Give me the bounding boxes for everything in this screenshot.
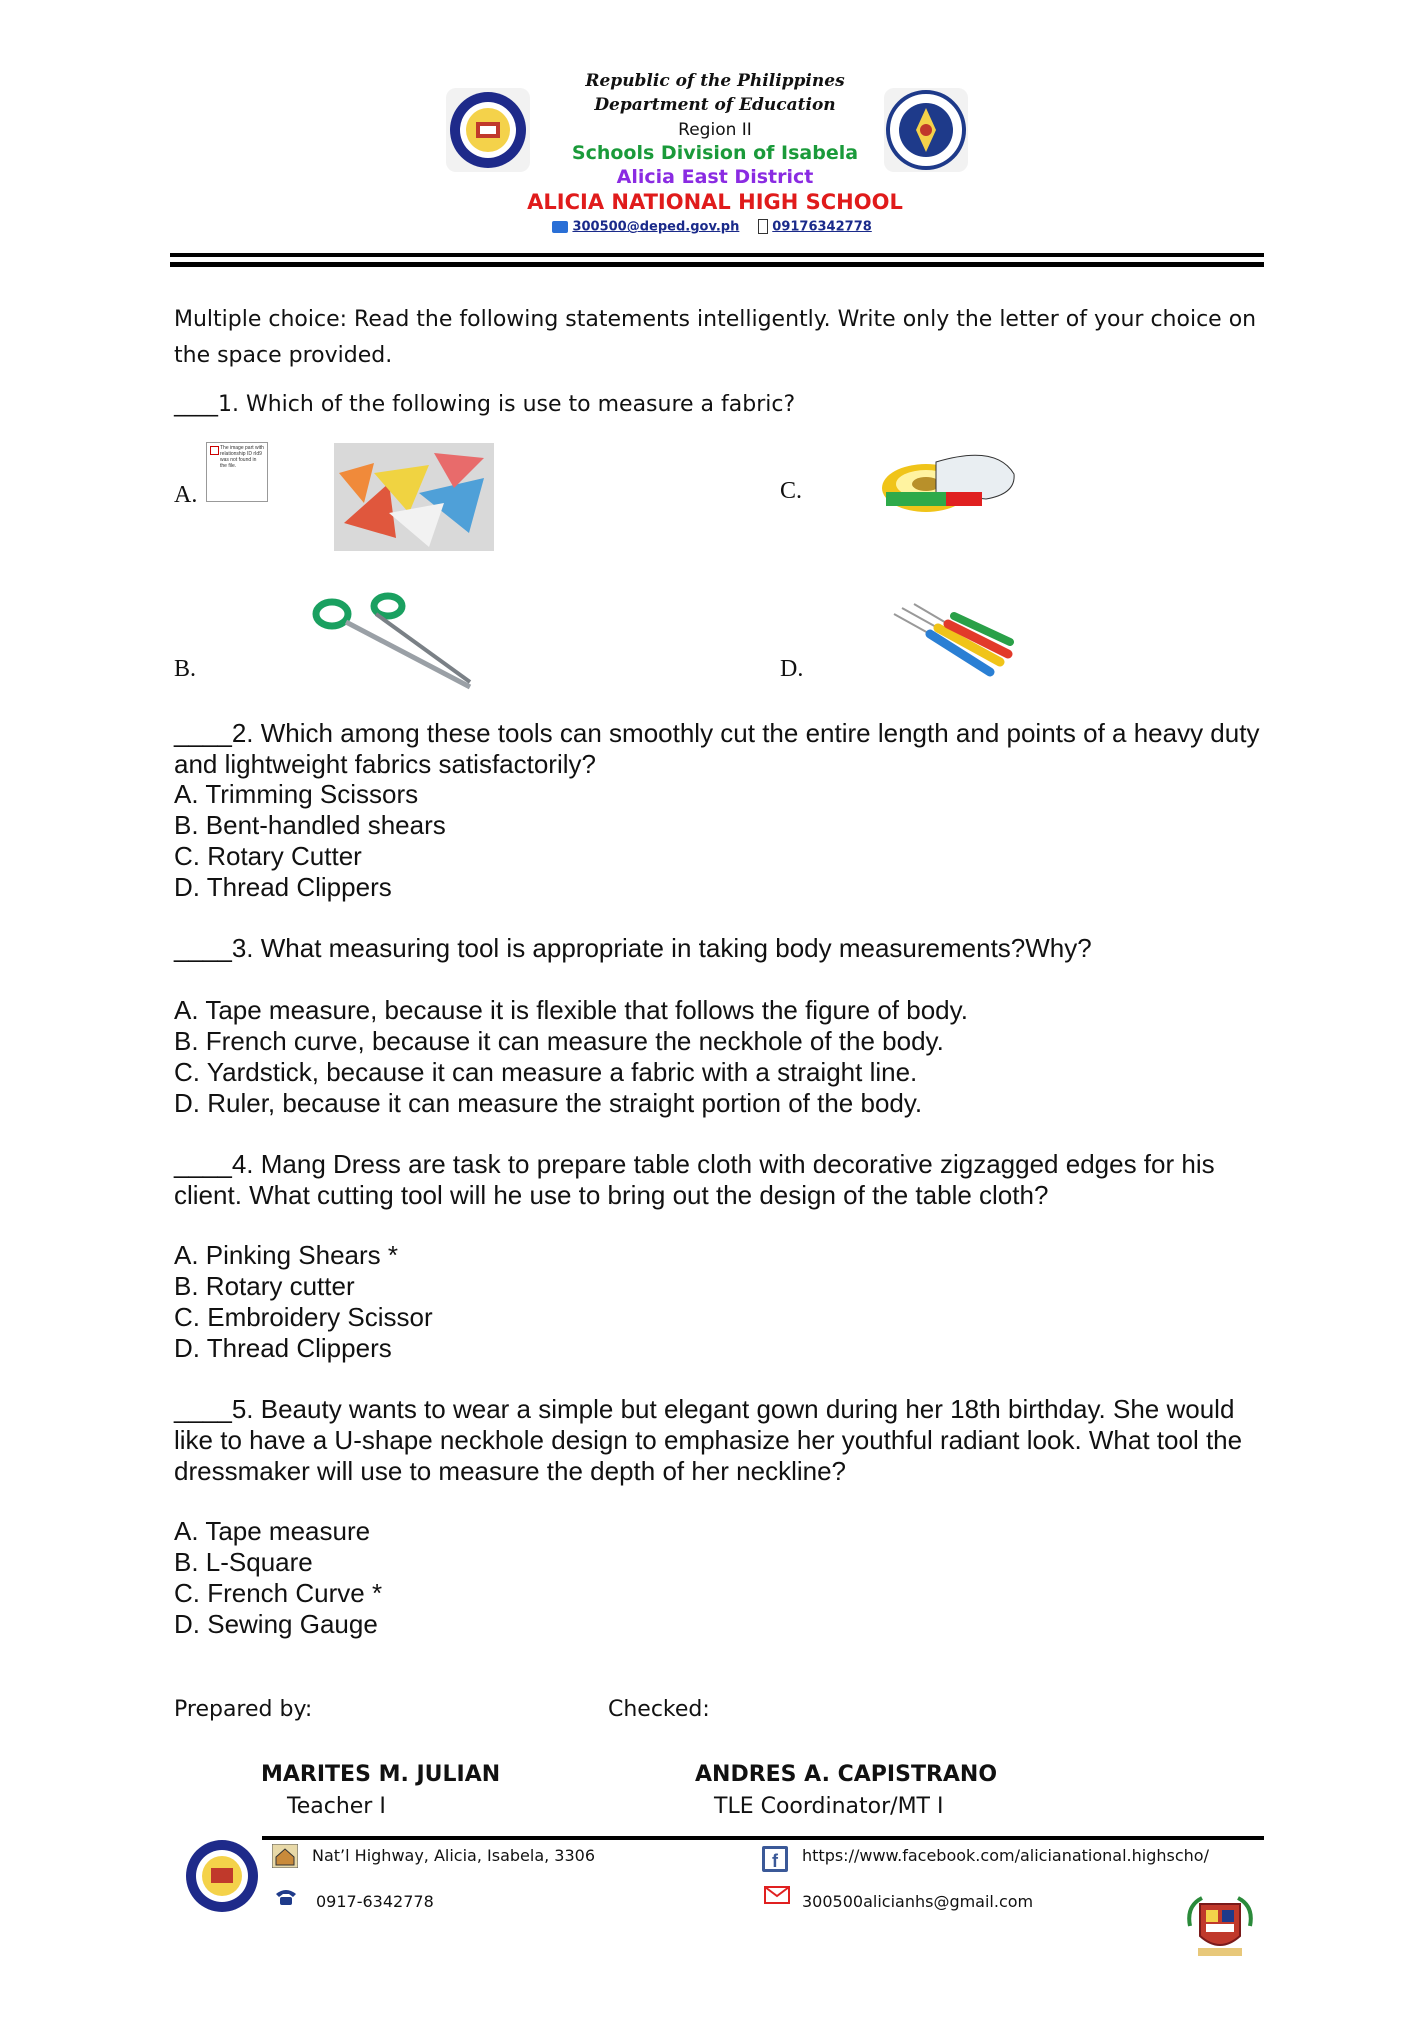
q1-label-c: C. xyxy=(780,478,803,504)
svg-text:f: f xyxy=(772,1851,778,1871)
q3-option-a: A. Tape measure, because it is flexible that follows the figure of body. xyxy=(174,995,968,1025)
q5-option-c: C. French Curve * xyxy=(174,1578,383,1608)
footer-address: Nat’l Highway, Alicia, Isabela, 3306 xyxy=(312,1846,596,1865)
q1-label-b: B. xyxy=(174,656,197,682)
republic-text: Republic of the Philippines xyxy=(585,71,845,91)
q3-option-d: D. Ruler, because it can measure the straight portion of the body. xyxy=(174,1088,923,1118)
facebook-icon xyxy=(762,1846,788,1872)
prepared-by-label: Prepared by: xyxy=(174,1697,313,1722)
footer-school-seal-icon xyxy=(182,1836,262,1916)
home-icon xyxy=(272,1844,298,1868)
instructions: Multiple choice: Read the following statements intelligently. Write only the letter of your choice on the space provided. xyxy=(174,307,1257,368)
q2-option-d: D. Thread Clippers xyxy=(174,872,392,902)
tape-measure-image xyxy=(876,444,1020,524)
question-1: ____1. Which of the following is use to measure a fabric? xyxy=(174,392,796,417)
question-5: ____5. Beauty wants to wear a simple but elegant gown during her 18th birthday. She would like to have a U-shape neckhole design to emphasize her youthful radiant look. What tool the dressmaker will use to measure the depth of her neckline? xyxy=(174,1394,1243,1486)
mail-icon xyxy=(764,1886,790,1904)
checked-title: TLE Coordinator/MT I xyxy=(714,1794,944,1819)
broken-image-text: The image part with relationship ID rId9 was not found in the file. xyxy=(220,445,264,469)
checked-label: Checked: xyxy=(608,1697,710,1722)
division-text: Schools Division of Isabela xyxy=(571,142,859,164)
prepared-title: Teacher I xyxy=(287,1794,386,1819)
q5-option-d: D. Sewing Gauge xyxy=(174,1609,378,1639)
scissors-image xyxy=(310,592,476,690)
checked-name: ANDRES A. CAPISTRANO xyxy=(695,1762,998,1787)
email-icon xyxy=(552,221,568,233)
telephone-icon xyxy=(274,1886,298,1906)
q3-option-c: C. Yardstick, because it can measure a fabric with a straight line. xyxy=(174,1057,918,1087)
region-text: Region II xyxy=(678,120,752,140)
footer-phone: 0917-6342778 xyxy=(316,1892,434,1911)
q4-option-b: B. Rotary cutter xyxy=(174,1271,355,1301)
q5-option-b: B. L-Square xyxy=(174,1547,313,1577)
footer-email[interactable]: 300500alicianhs@gmail.com xyxy=(802,1892,1034,1911)
broken-image-icon xyxy=(210,446,219,455)
district-text: Alicia East District xyxy=(616,166,814,188)
question-4: ____4. Mang Dress are task to prepare table cloth with decorative zigzagged edges for his client. What cutting tool will he use to bring out the design of the table cloth? xyxy=(174,1149,1215,1210)
district-logo-icon xyxy=(1180,1886,1260,1966)
question-2: ____2. Which among these tools can smoothly cut the entire length and points of a heavy duty and lightweight fabrics satisfactorily? xyxy=(174,718,1260,779)
header-email: 300500@deped.gov.ph xyxy=(572,219,740,235)
q4-option-d: D. Thread Clippers xyxy=(174,1333,392,1363)
q5-option-a: A. Tape measure xyxy=(174,1516,371,1546)
q2-option-c: C. Rotary Cutter xyxy=(174,841,362,871)
q1-label-d: D. xyxy=(780,656,804,682)
seam-rippers-image xyxy=(890,600,1016,680)
school-name: ALICIA NATIONAL HIGH SCHOOL xyxy=(527,190,903,214)
q2-option-a: A. Trimming Scissors xyxy=(174,779,419,809)
header-divider-thin xyxy=(170,262,1264,267)
footer-divider xyxy=(262,1836,1264,1840)
department-text: Department of Education xyxy=(594,95,836,115)
phone-icon xyxy=(758,219,768,234)
q2-option-b: B. Bent-handled shears xyxy=(174,810,446,840)
header-divider xyxy=(170,253,1264,257)
footer-facebook-link[interactable]: https://www.facebook.com/alicianational.highscho/ xyxy=(802,1846,1209,1865)
tailor-chalk-image xyxy=(334,443,494,551)
q3-option-b: B. French curve, because it can measure the neckhole of the body. xyxy=(174,1026,944,1056)
q4-option-a: A. Pinking Shears * xyxy=(174,1240,399,1270)
prepared-name: MARITES M. JULIAN xyxy=(261,1762,501,1787)
question-3: ____3. What measuring tool is appropriate in taking body measurements?Why? xyxy=(174,933,1092,963)
broken-image-placeholder xyxy=(206,442,268,502)
q1-label-a: A. xyxy=(174,482,198,508)
header-phone: 09176342778 xyxy=(772,219,872,235)
q4-option-c: C. Embroidery Scissor xyxy=(174,1302,433,1332)
